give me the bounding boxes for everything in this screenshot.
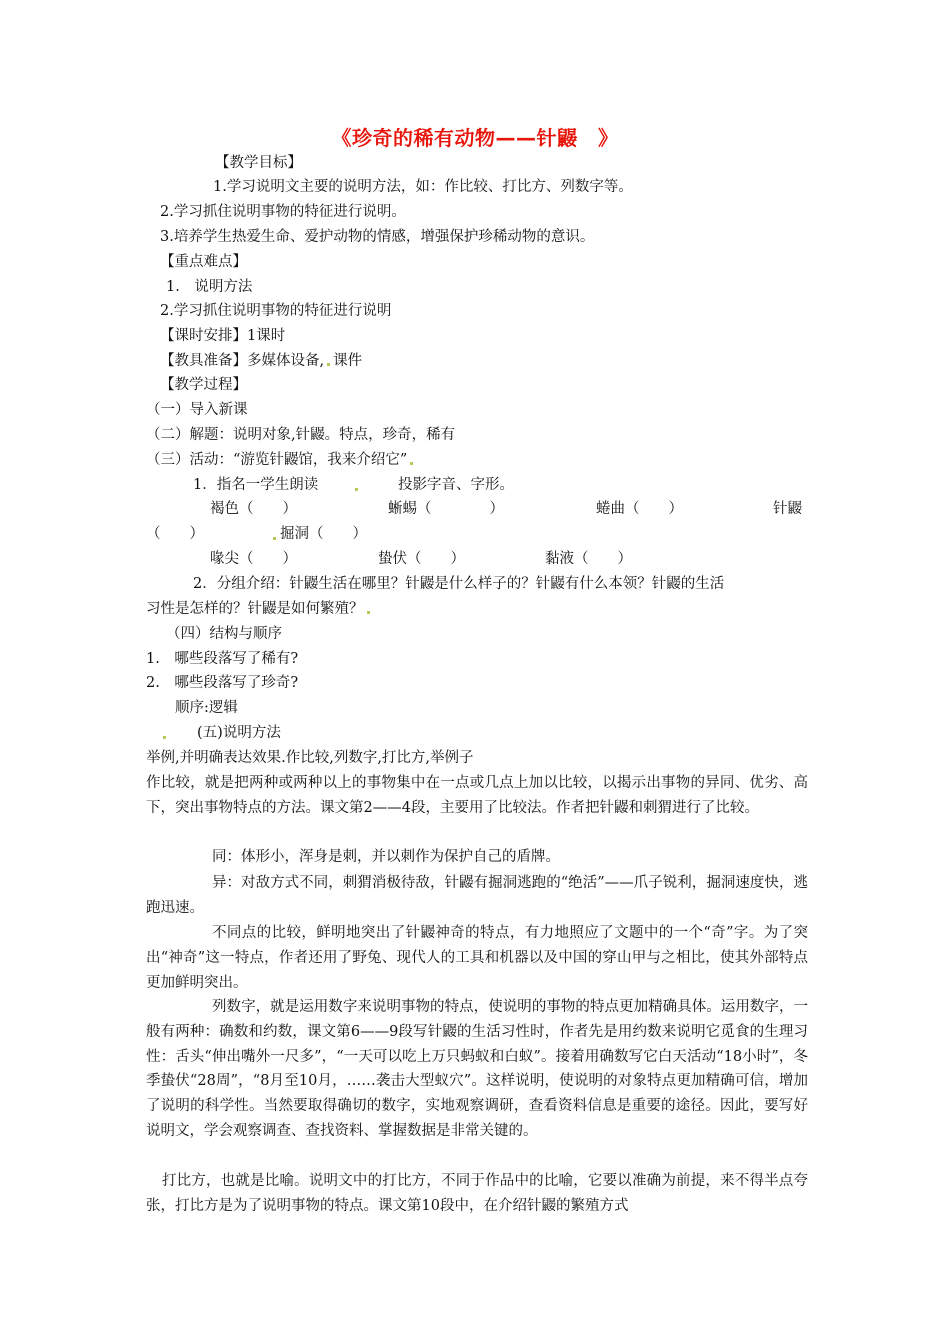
step-3-2a: 2．分组介绍：针鼹生活在哪里？针鼹是什么样子的？针鼹有什么本领？针鼹的生活 [193,576,725,592]
same-points: 同：体形小，浑身是刺，并以刺作为保护自己的盾牌。 [212,849,560,865]
mark-dot [327,363,330,366]
word-6: 喙尖（ ） [210,551,297,567]
diff-points: 异：对敌方式不同，刺猬消极待敌，针鼹有掘洞逃跑的“绝活”——爪子锐利，掘洞速度快，逃跑迅速。 [146,875,808,916]
schedule: 【课时安排】1课时 [160,328,286,344]
step-3: （三）活动：“游览针鼹馆，我来介绍它” [146,449,416,471]
numbers-paragraph: 列数字，就是运用数字来说明事物的特点，使说明的事物的特点更加精确具体。运用数字，一般有两种：确数和约数，课文第6——9段写针鼹的生活习性时，作者先是用约数来说明它觅食的生理习性：舌头“伸出嘴外一尺多”，“一天可以吃上万只蚂蚁和白蚁”。接着用确数写它白天活动“18小时”，冬季蛰伏“28周”，“8月至10月，……袭击大型蚁穴”。这样说明，使说明的对象特点更加精确可信，增加了说明的科学性。当然要取得确切的数字，实地观察调研，查看资料信息是重要的途径。因此，要写好说明文，学会观察调查、查找资料、掌握数据是非常关键的。 [146,999,808,1139]
order: 顺序:逻辑 [175,700,238,716]
step-3-2b: 习性是怎样的？针鼹是如何繁殖？ [146,598,373,620]
key-2: 2.学习抓住说明事物的特征进行说明 [160,303,392,319]
key-heading: 【重点难点】 [160,254,247,270]
step-2: （二）解题：说明对象,针鼹。特点，珍奇，稀有 [146,427,456,443]
mark-dot [273,537,276,540]
contrast-paragraph: 不同点的比较，鲜明地突出了针鼹神奇的特点，有力地照应了文题中的一个“奇”字。为了突出“神奇”这一特点，作者还用了野兔、现代人的工具和机器以及中国的穿山甲与之相比，使其外部特点更加鲜明突出。 [146,925,808,991]
process-heading: 【教学过程】 [160,377,247,393]
mark-dot [410,462,413,465]
word-4-blank: （ ） [146,526,204,542]
question-1: 1. 哪些段落写了稀有? [146,651,299,667]
tools: 【教具准备】多媒体设备, 课件 [160,353,363,369]
goal-2: 2.学习抓住说明事物的特征进行说明。 [160,204,406,220]
step-1: （一）导入新课 [146,402,248,418]
compare-paragraph: 作比较，就是把两种或两种以上的事物集中在一点或几点上加以比较，以揭示出事物的异同、优劣、高下，突出事物特点的方法。课文第2——4段，主要用了比较法。作者把针鼹和刺猬进行了比较。 [146,775,808,816]
mark-dot [355,488,358,491]
analogy-paragraph: 打比方，也就是比喻。说明文中的打比方，不同于作品中的比喻，它要以准确为前提，来不得半点夸张，打比方是为了说明事物的特点。课文第10段中，在介绍针鼹的繁殖方式 [146,1173,808,1214]
word-2: 蜥蜴（ ） [388,501,504,517]
question-2: 2. 哪些段落写了珍奇? [146,675,299,691]
step-5: (五)说明方法 [197,725,281,741]
goals-heading: 【教学目标】 [215,155,302,171]
mark-dot [367,611,370,614]
word-7: 蛰伏（ ） [378,551,465,567]
document-title: 《珍奇的稀有动物——针鼹 》 [331,126,619,150]
word-4: 针鼹 [773,501,802,517]
word-1: 褐色（ ） [210,501,297,517]
goal-1: 1.学习说明文主要的说明方法，如：作比较、打比方、列数字等。 [213,179,633,195]
methods: 举例,并明确表达效果.作比较,列数字,打比方,举例子 [146,750,474,766]
step-4: （四）结构与顺序 [166,626,282,642]
word-3: 蜷曲（ ） [596,501,683,517]
key-1: 1. 说明方法 [166,279,253,295]
mark-dot [163,736,166,739]
goal-3: 3.培养学生热爱生命、爱护动物的情感，增强保护珍稀动物的意识。 [160,229,595,245]
step-3-1b: 投影字音、字形。 [398,477,514,493]
word-8: 黏液（ ） [545,551,632,567]
word-5: 掘洞（ ） [280,526,367,542]
step-3-1a: 1．指名一学生朗读 [193,477,319,493]
